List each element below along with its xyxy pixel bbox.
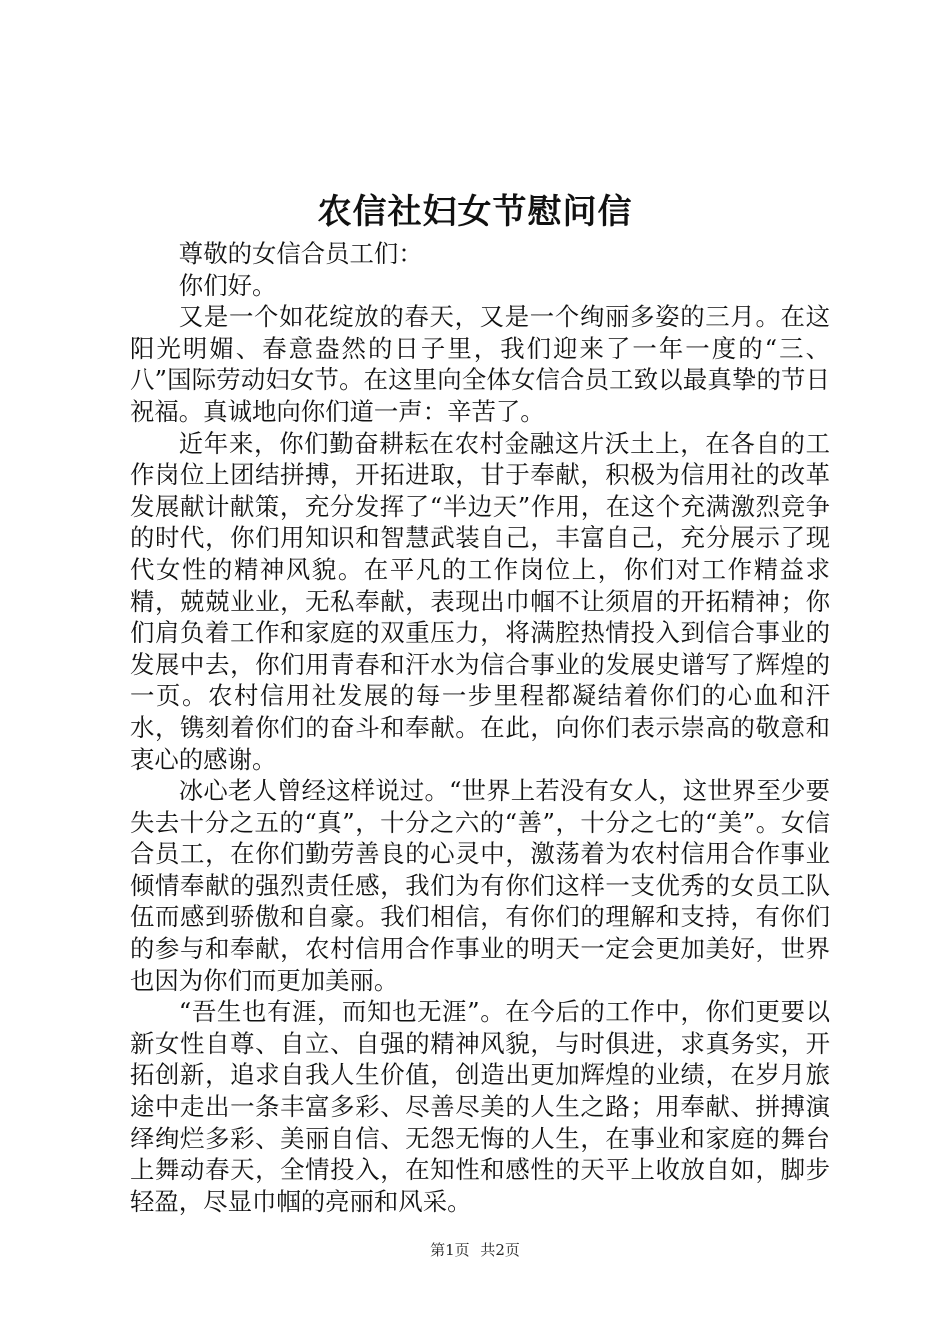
greeting: 你们好。 (178, 270, 277, 300)
page-total: 共2页 (480, 1241, 520, 1259)
paragraph: 又是一个如花绽放的春天，又是一个绚丽多姿的三月。在这阳光明媚、春意盎然的日子里，我们迎来了一年一度的“三、八”国际劳动妇女节。在这里向全体女信合员工致以最真挚的节日祝福。真诚地向你们道一声：辛苦了。 (130, 302, 830, 426)
salutation: 尊敬的女信合员工们： (178, 239, 423, 268)
paragraph: 近年来，你们勤奋耕耘在农村金融这片沃土上，在各自的工作岗位上团结拼搏，开拓进取，甘于奉献，积极为信用社的改革发展献计献策，充分发挥了“半边天”作用，在这个充满激烈竞争的时代，你们用知识和智慧武装自己，丰富自己，充分展示了现代女性的精神风貌。在平凡的工作岗位上，你们对工作精益求精，兢兢业业，无私奉献，表现出巾帼不让须眉的开拓精神；你们肩负着工作和家庭的双重压力，将满腔热情投入到信合事业的发展中去，你们用青春和汗水为信合事业的发展史谱写了辉煌的一页。农村信用社发展的每一步里程都凝结着你们的心血和汗水，镌刻着你们的奋斗和奉献。在此，向你们表示崇高的敬意和衷心的感谢。 (130, 428, 830, 774)
page-footer (0, 1239, 950, 1260)
page-number: 第1页 (430, 1241, 470, 1259)
document-title: 农信社妇女节慰问信 (317, 192, 633, 232)
paragraph: “吾生也有涯，而知也无涯”。在今后的工作中，你们更要以新女性自尊、自立、自强的精神风貌，与时俱进，求真务实，开拓创新，追求自我人生价值，创造出更加辉煌的业绩，在岁月旅途中走出一条丰富多彩、尽善尽美的人生之路；用奉献、拼搏演绎绚烂多彩、美丽自信、无怨无悔的人生，在事业和家庭的舞台上舞动春天，全情投入，在知性和感性的天平上收放自如，脚步轻盈，尽显巾帼的亮丽和风采。 (130, 997, 830, 1216)
paragraph: 冰心老人曾经这样说过。“世界上若没有女人，这世界至少要失去十分之五的“真”，十分之六的“善”，十分之七的“美”。女信合员工，在你们勤劳善良的心灵中，激荡着为农村信用合作事业倾情奉献的强烈责任感，我们为有你们这样一支优秀的女员工队伍而感到骄傲和自豪。我们相信，有你们的理解和支持，有你们的参与和奉献，农村信用合作事业的明天一定会更加美好，世界也因为你们而更加美丽。 (130, 776, 830, 995)
letter-body (130, 238, 830, 1217)
